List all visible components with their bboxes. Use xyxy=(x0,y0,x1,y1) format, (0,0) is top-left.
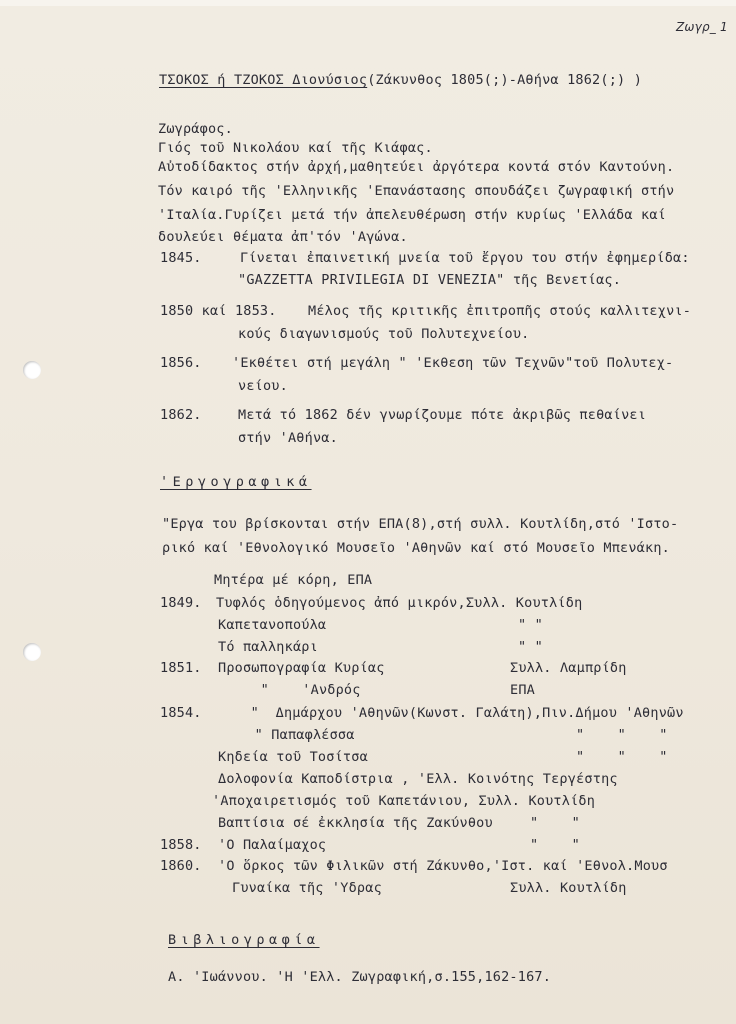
event-text: Μέλος τῆς κριτικῆς ἐπιτροπῆς στούς καλλιτεχνι- xyxy=(308,303,692,319)
works-intro-line: ρικό καί 'Εθνολογικό Μουσεῖο 'Αθηνῶν καί στό Μουσεῖο Μπενάκη. xyxy=(162,540,670,556)
work-year: 1854. xyxy=(160,705,202,721)
work-title: " Δημάρχου 'Αθηνῶν(Κωνστ. Γαλάτη),Πιν.Δήμου 'Αθηνῶν xyxy=(234,705,684,721)
page-mark: Ζωγρ_ 1 xyxy=(676,20,728,34)
bibliography-entry: Α. 'Ιωάννου. 'Η 'Ελλ. Ζωγραφική,σ.155,162-167. xyxy=(168,969,552,985)
event-year: 1845. xyxy=(160,250,202,266)
work-title: Τυφλός ὁδηγούμενος ἀπό μικρόν,Συλλ. Κουτλίδη xyxy=(216,595,583,611)
work-title: Δολοφονία Καποδίστρια , 'Ελλ. Κοινότης Τεργέστης xyxy=(218,771,618,787)
work-title: Καπετανοπούλα xyxy=(218,617,327,633)
work-title: 'Ο ὅρκος τῶν Φιλικῶν στή Ζάκυνθο,'Ιστ. καί 'Εθνολ.Μουσ xyxy=(218,858,668,874)
work-title: Προσωπογραφία Κυρίας xyxy=(218,660,385,676)
work-title: Γυναίκα τῆς 'Υδρας xyxy=(232,880,382,896)
work-location: ΕΠΑ xyxy=(510,682,535,698)
work-year: 1858. xyxy=(160,837,202,853)
work-location: Συλλ. Λαμπρίδη xyxy=(510,660,627,676)
work-year: 1851. xyxy=(160,660,202,676)
event-text: Μετά τό 1862 δέν γνωρίζουμε πότε ἀκριβῶς πεθαίνει xyxy=(238,407,647,423)
work-location: " " xyxy=(530,837,580,853)
work-title: Βαπτίσια σέ ἐκκλησία τῆς Ζακύνθου xyxy=(218,815,493,831)
work-location: " " xyxy=(518,639,543,655)
event-text: "GAZZETTA PRIVILEGIA DI VENEZIA" τῆς Βενετίας. xyxy=(238,272,622,288)
document-title xyxy=(159,72,642,88)
punch-hole xyxy=(23,643,41,661)
bio-line: δουλεύει θέματα ἀπ'τόν 'Αγώνα. xyxy=(158,229,408,245)
work-title: Κηδεία τοῦ Τοσίτσα xyxy=(218,749,368,765)
event-year: 1856. xyxy=(160,355,202,371)
work-year: 1849. xyxy=(160,595,202,611)
work-title: Μητέρα μέ κόρη, ΕΠΑ xyxy=(214,572,373,588)
bio-line: Τόν καιρό τῆς 'Ελληνικῆς 'Επανάστασης σπουδάζει ζωγραφική στήν xyxy=(158,183,675,199)
works-heading: 'Εργογραφικά xyxy=(160,474,312,490)
work-location: " " xyxy=(518,617,543,633)
paper-top-edge xyxy=(0,0,736,6)
work-title: 'Αποχαιρετισμός τοῦ Καπετάνιου, Συλλ. Κουτλίδη xyxy=(212,793,596,809)
work-year: 1860. xyxy=(160,858,202,874)
event-text: κούς διαγωνισμούς τοῦ Πολυτεχνείου. xyxy=(238,326,530,342)
event-year: 1850 καί 1853. xyxy=(160,303,277,319)
event-text: Γίνεται ἐπαινετική μνεία τοῦ ἔργου του στήν ἐφημερίδα: xyxy=(240,250,690,266)
works-intro-line: "Εργα του βρίσκονται στήν ΕΠΑ(8),στή συλλ. Κουτλίδη,στό 'Ιστο- xyxy=(162,516,679,532)
work-location: " " " xyxy=(576,727,668,743)
event-text: 'Εκθέτει στή μεγάλη " 'Εκθεση τῶν Τεχνῶν"τοῦ Πολυτεχ- xyxy=(232,355,674,371)
title-name: ΤΣΟΚΟΣ ή ΤΖΟΚΟΣ Διονύσιος xyxy=(159,72,368,88)
work-location: " " " xyxy=(576,749,668,765)
bio-line: Γιός τοῦ Νικολάου καί τῆς Κιάφας. xyxy=(158,140,433,156)
work-title: " 'Ανδρός xyxy=(244,682,361,698)
event-text: στήν 'Αθήνα. xyxy=(238,430,338,446)
work-title: 'Ο Παλαίμαχος xyxy=(218,837,327,853)
work-title: " Παπαφλέσσα xyxy=(238,727,355,743)
bibliography-heading: Βιβλιογραφία xyxy=(168,932,320,948)
event-year: 1862. xyxy=(160,407,202,423)
bio-line: Ζωγράφος. xyxy=(158,121,233,137)
bio-line: 'Ιταλία.Γυρίζει μετά τήν ἀπελευθέρωση στήν κυρίως 'Ελλάδα καί xyxy=(158,207,666,223)
title-dates: (Ζάκυνθος 1805(;)-Αθήνα 1862(;) ) xyxy=(367,72,643,88)
bio-line: Αὐτοδίδακτος στήν ἀρχή,μαθητεύει ἀργότερα κοντά στόν Καντούνη. xyxy=(158,159,675,175)
punch-hole xyxy=(23,361,41,379)
work-title: Τό παλληκάρι xyxy=(218,639,318,655)
event-text: νείου. xyxy=(238,378,288,394)
work-location: Συλλ. Κουτλίδη xyxy=(510,880,627,896)
work-location: " " xyxy=(530,815,580,831)
